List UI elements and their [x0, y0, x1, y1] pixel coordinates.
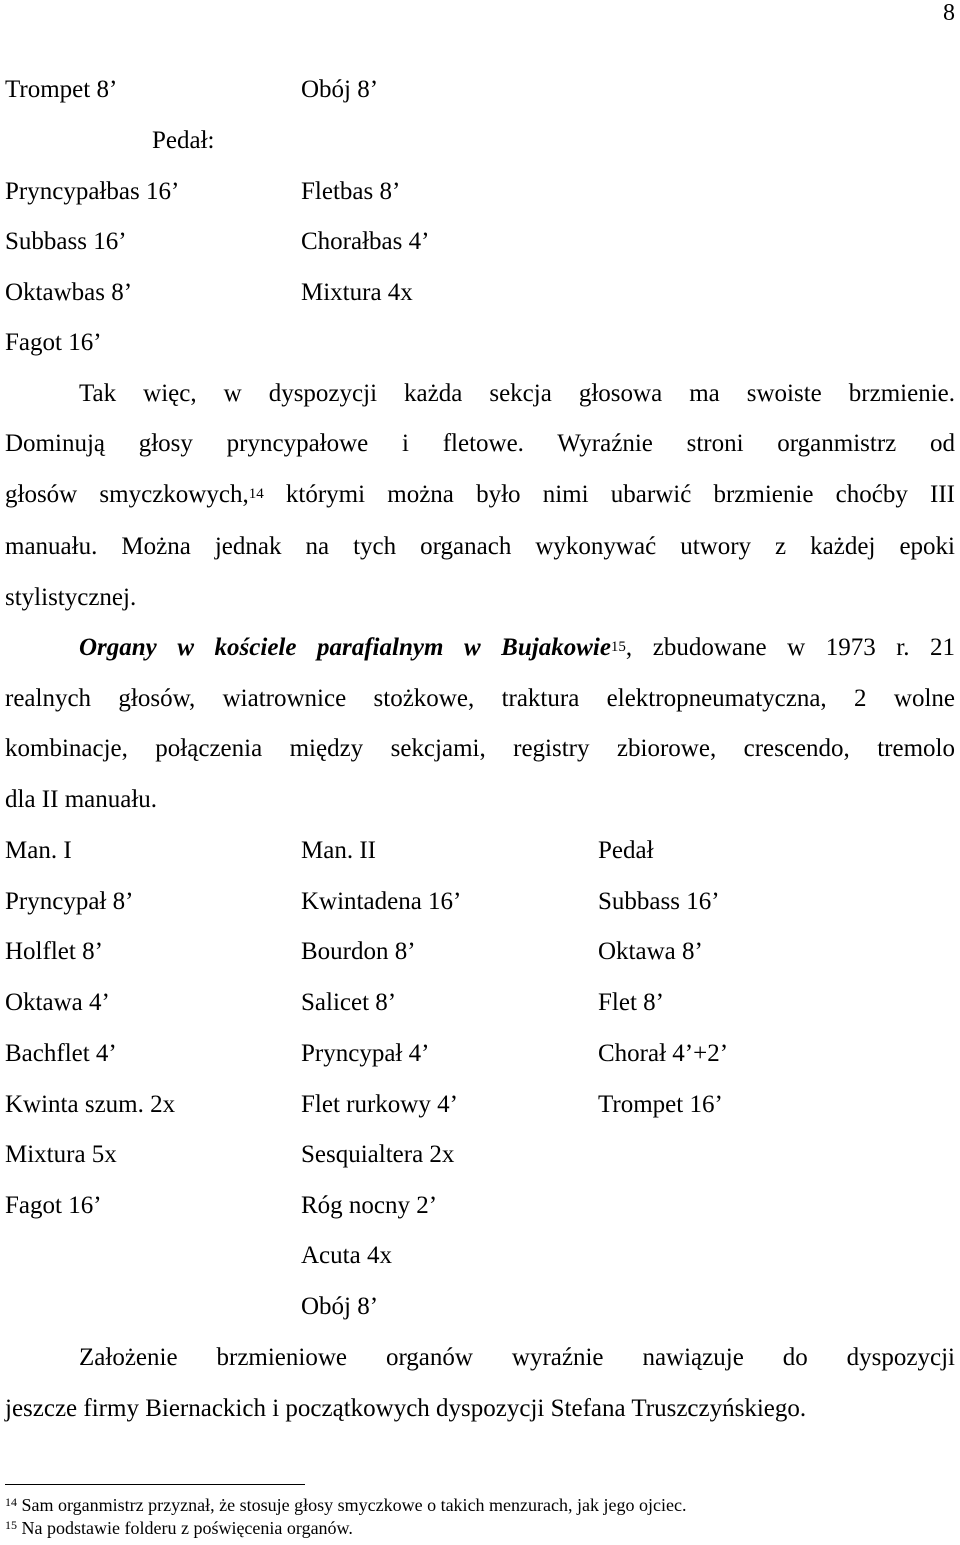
stop-name: Kwinta szum. 2x: [5, 1091, 176, 1118]
stop-name: Fagot 16’: [5, 329, 102, 356]
stop-name: Obój 8’: [301, 1293, 379, 1320]
stop-name: Sesquialtera 2x: [301, 1141, 455, 1168]
paragraph-line: [5, 479, 955, 511]
stop-name: Subbass 16’: [598, 888, 720, 915]
paragraph-line: manuału. Można jednak na tych organach wykonywać utwory z każdej epoki: [5, 533, 955, 560]
pedal-heading: Pedał:: [152, 127, 215, 154]
stop-name: Flet rurkowy 4’: [301, 1091, 458, 1118]
stop-name: Chorał 4’+2’: [598, 1040, 729, 1067]
paragraph-line: jeszcze firmy Biernackich i początkowych dyspozycji Stefana Truszczyńskiego.: [5, 1395, 807, 1422]
footnote-text: Sam organmistrz przyznał, że stosuje głosy smyczkowe o takich menzurach, jak jego ojciec.: [21, 1495, 687, 1515]
stop-name: Subbass 16’: [5, 228, 127, 255]
paragraph-line: Dominują głosy pryncypałowe i fletowe. Wyraźnie stroni organmistrz od: [5, 430, 955, 457]
paragraph-line: Założenie brzmieniowe organów wyraźnie nawiązuje do dyspozycji: [79, 1344, 955, 1371]
footnote: [5, 1517, 353, 1539]
stop-name: Oktawa 4’: [5, 989, 110, 1016]
footnote-number: 15: [5, 1518, 17, 1532]
stop-name: Trompet 8’: [5, 76, 118, 103]
stop-name: Flet 8’: [598, 989, 664, 1016]
stop-name: Mixtura 5x: [5, 1141, 117, 1168]
stop-name: Acuta 4x: [301, 1242, 392, 1269]
stop-name: Fagot 16’: [5, 1192, 102, 1219]
stop-name: Pryncypałbas 16’: [5, 178, 180, 205]
footnote-ref: 15: [610, 639, 626, 655]
text-segment: którymi można było nimi ubarwić brzmienie choćby III: [263, 481, 955, 508]
paragraph-line: dla II manuału.: [5, 786, 158, 813]
paragraph-line: [79, 632, 955, 664]
paragraph-line: kombinacje, połączenia między sekcjami, registry zbiorowe, crescendo, tremolo: [5, 735, 955, 762]
stop-name: Mixtura 4x: [301, 279, 413, 306]
stop-name: Obój 8’: [301, 76, 379, 103]
stop-name: Róg nocny 2’: [301, 1192, 438, 1219]
footnote-separator: [5, 1484, 305, 1485]
text-segment: , zbudowane w 1973 r. 21: [625, 634, 955, 661]
column-header: Man. II: [301, 837, 376, 864]
stop-name: Holflet 8’: [5, 938, 103, 965]
footnote-number: 14: [5, 1495, 17, 1509]
footnote: [5, 1494, 686, 1516]
stop-name: Salicet 8’: [301, 989, 397, 1016]
stop-name: Fletbas 8’: [301, 178, 401, 205]
organ-title: Organy w kościele parafialnym w Bujakowie: [79, 634, 611, 661]
stop-name: Trompet 16’: [598, 1091, 723, 1118]
stop-name: Pryncypał 4’: [301, 1040, 430, 1067]
stop-name: Kwintadena 16’: [301, 888, 462, 915]
stop-name: Oktawbas 8’: [5, 279, 133, 306]
stop-name: Oktawa 8’: [598, 938, 703, 965]
stop-name: Bourdon 8’: [301, 938, 416, 965]
footnote-ref: 14: [248, 486, 264, 502]
column-header: Pedał: [598, 837, 654, 864]
text-segment: głosów smyczkowych,: [5, 481, 249, 508]
stop-name: Bachflet 4’: [5, 1040, 117, 1067]
stop-name: Chorałbas 4’: [301, 228, 430, 255]
footnote-text: Na podstawie folderu z poświęcenia organów.: [21, 1518, 353, 1538]
paragraph-line: realnych głosów, wiatrownice stożkowe, traktura elektropneumatyczna, 2 wolne: [5, 685, 955, 712]
paragraph-line: stylistycznej.: [5, 584, 137, 611]
page-number: 8: [943, 0, 955, 26]
stop-name: Pryncypał 8’: [5, 888, 134, 915]
paragraph-line: Tak więc, w dyspozycji każda sekcja głosowa ma swoiste brzmienie.: [79, 380, 955, 407]
column-header: Man. I: [5, 837, 72, 864]
